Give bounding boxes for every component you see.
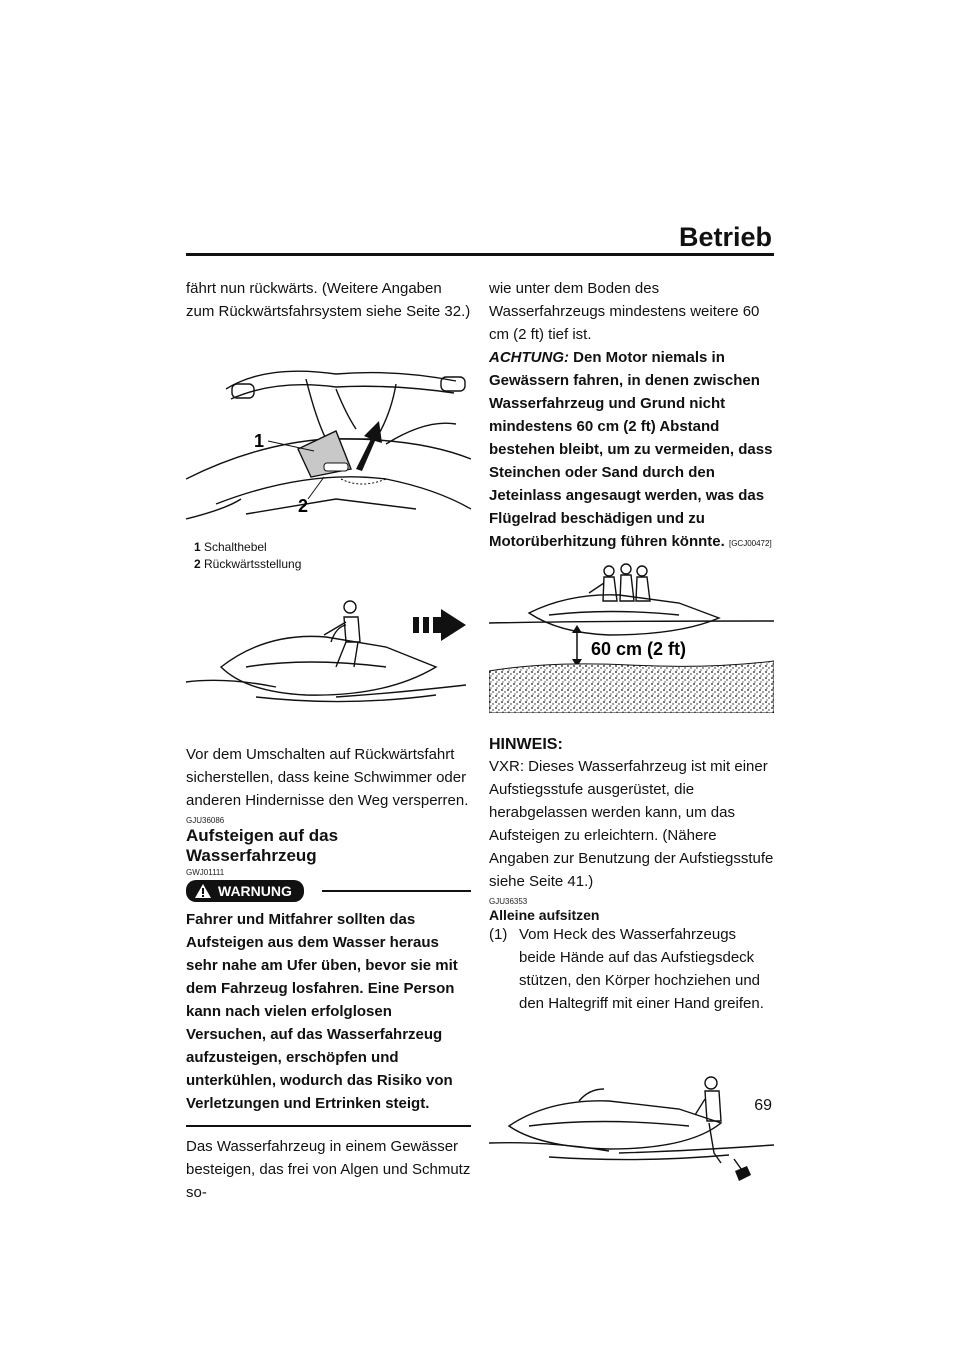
caution-block [489, 346, 774, 555]
shift-lever [298, 431, 351, 477]
list-item-number: (1) [489, 926, 508, 943]
figure-reversing-craft [186, 597, 471, 717]
warning-code: GWJ01111 [186, 868, 225, 877]
right-paragraph-1: wie unter dem Boden des Wasserfahrzeugs mindestens weitere 60 cm (2 ft) tief ist. [489, 280, 760, 343]
caution-code: [GCJ00472] [728, 539, 772, 548]
figure-shift-lever [186, 329, 471, 539]
warning-label: WARNUNG [218, 883, 292, 899]
page-header-title: Betrieb [678, 222, 772, 252]
warning-end-rule [186, 1125, 471, 1127]
legend-item: 1 Schalthebel [194, 540, 267, 554]
left-paragraph-2: Vor dem Umschalten auf Rückwärtsfahrt sicherstellen, dass keine Schwimmer oder anderen Hindernisse den Weg versperren. [186, 746, 469, 809]
subsection-title: Alleine aufsitzen [489, 907, 600, 923]
section-code: GJU36086 [186, 816, 225, 825]
callout-2: 2 [298, 496, 309, 516]
caution-label: ACHTUNG: [489, 349, 569, 366]
figure-depth-clearance [489, 563, 774, 713]
list-item [489, 923, 774, 1015]
warning-header [186, 880, 471, 902]
hinweis-title: HINWEIS: [489, 736, 563, 753]
warning-rule [322, 890, 471, 892]
left-column [186, 277, 471, 1204]
legend-item: 2 Rückwärtsstellung [194, 557, 302, 571]
callout-1: 1 [254, 431, 265, 451]
header-rule [186, 253, 774, 256]
section-title: Aufsteigen auf das Wasserfahrzeug [186, 826, 339, 865]
warning-badge [186, 880, 304, 902]
reverse-arrow [356, 421, 382, 471]
page-number: 69 [754, 1097, 772, 1114]
caution-text: Den Motor niemals in Gewässern fahren, in denen zwischen Wasserfahrzeug und Grund nicht mindestens 60 cm (2 ft) Abstand bestehen bleibt, um zu vermeiden, dass Steinchen oder Sand durch den Jeteinlass angesaugt werden, was das Flügelrad beschädigen und zu Motorüberhitzung führen könnte. [489, 349, 773, 550]
right-column [489, 277, 774, 1191]
figure-legend [194, 539, 471, 573]
hinweis-text: VXR: Dieses Wasserfahrzeug ist mit einer Aufstiegsstufe ausgerüstet, die herabgelassen werden kann, um das Aufsteigen zu erleichtern. (Nähere Angaben zur Benutzung der Aufstiegsstufe siehe Seite 41.) [489, 758, 774, 890]
left-paragraph-3: Das Wasserfahrzeug in einem Gewässer besteigen, das frei von Algen und Schmutz so- [186, 1138, 471, 1201]
depth-arrow [572, 625, 582, 667]
figure-boarding-stern [489, 1071, 774, 1191]
subsection-code: GJU36353 [489, 897, 528, 906]
list-item-text: Vom Heck des Wasserfahrzeugs beide Hände auf das Aufstiegsdeck stützen, den Körper hochziehen und den Haltegriff mit einer Hand greifen. [519, 926, 764, 1012]
direction-arrow [413, 609, 466, 641]
warning-text: Fahrer und Mitfahrer sollten das Aufsteigen aus dem Wasser heraus sehr nahe am Ufer üben, bevor sie mit dem Fahrzeug losfahren. Eine Person kann nach vielen erfolglosen Versuchen, auf das Wasserfahrzeug aufzusteigen, erschöpfen und unterkühlen, wodurch das Risiko von Verletzungen und Ertrinken steigt. [186, 911, 458, 1112]
depth-label: 60 cm (2 ft) [591, 639, 687, 659]
left-paragraph-1: fährt nun rückwärts. (Weitere Angaben zum Rückwärtsfahrsystem siehe Seite 32.) [186, 280, 471, 320]
warning-triangle-icon [194, 883, 212, 899]
